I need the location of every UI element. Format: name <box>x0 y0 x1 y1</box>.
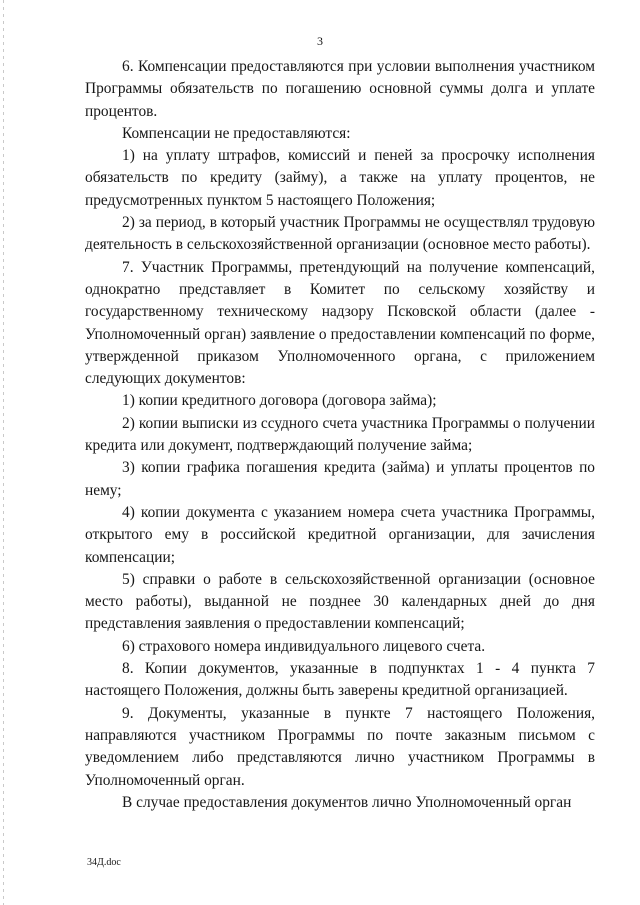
paragraph-not-granted: Компенсации не предоставляются: <box>122 124 351 142</box>
footer-file-name: 34Д.doc <box>87 857 121 868</box>
paragraph-6: 6. Компенсации предоставляются при условии выполнения участником Программы обязательств по погашению основной суммы долга и уплате процентов. <box>85 58 595 120</box>
paragraph-8: 8. Копии документов, указанные в подпунктах 1 - 4 пункта 7 настоящего Положения, должны быть заверены кредитной организацией. <box>85 660 595 700</box>
paragraph-exclusion-1: 1) на уплату штрафов, комиссий и пеней за просрочку исполнения обязательств по кредиту (займу), а также на уплату процентов, не предусмотренных пунктом 5 настоящего Положения; <box>85 147 595 209</box>
list-item-doc-4: 4) копии документа с указанием номера счета участника Программы, открытого ему в российской кредитной организации, для зачисления компенсации; <box>85 503 595 566</box>
page-number: 3 <box>317 34 323 48</box>
paragraph-9: 9. Документы, указанные в пункте 7 настоящего Положения, направляются участником Программы по почте заказным письмом с уведомлением либо представляются лично участником Программы в Уполномоченный орган. <box>85 704 595 789</box>
scan-edge-line <box>3 0 4 905</box>
list-item-doc-6: 6) страхового номера индивидуального лицевого счета. <box>122 637 486 655</box>
list-item-doc-1: 1) копии кредитного договора (договора займа); <box>122 392 437 410</box>
document-body <box>85 56 595 814</box>
list-item-doc-2: 2) копии выписки из ссудного счета участника Программы о получении кредита или документ, подтверждающий получение займа; <box>85 414 595 455</box>
list-item-doc-5: 5) справки о работе в сельскохозяйственной организации (основное место работы), выданной не позднее 30 календарных дней до дня представления заявления о предоставлении компенсаций; <box>85 570 595 633</box>
paragraph-personal-submission: В случае предоставления документов лично Уполномоченный орган <box>122 793 572 811</box>
list-item-doc-3: 3) копии графика погашения кредита (займа) и уплаты процентов по нему; <box>85 459 595 499</box>
paragraph-7: 7. Участник Программы, претендующий на получение компенсаций, однократно представляет в Комитет по сельскому хозяйству и государственному техническому надзору Псковской области (далее - Уполномоченный орган) заявление о предоставлении компенсаций по форме, утвержденной приказом Уполномоченного органа, с приложением следующих документов: <box>85 258 595 388</box>
paragraph-exclusion-2: 2) за период, в который участник Программы не осуществлял трудовую деятельность в сельскохозяйственной организации (основное место работы). <box>85 214 595 254</box>
